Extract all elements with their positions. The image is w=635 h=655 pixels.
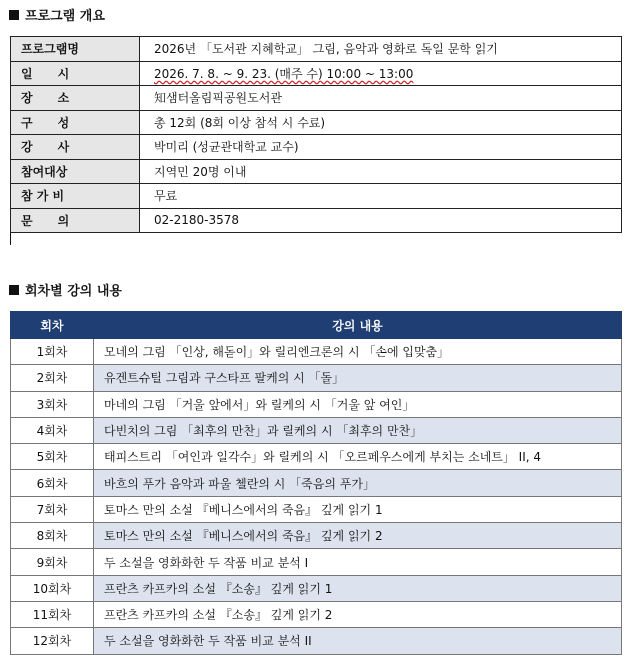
session-number: 1회차 xyxy=(11,339,94,365)
session-number: 9회차 xyxy=(11,549,94,575)
table-header-row xyxy=(11,312,622,339)
session-content: 프란츠 카프카의 소설 『소송』 깊게 읽기 2 xyxy=(94,601,622,627)
table-row xyxy=(11,628,622,654)
session-content: 토마스 만의 소설 『베니스에서의 죽음』 깊게 읽기 1 xyxy=(94,496,622,522)
info-label: 프로그램명 xyxy=(11,37,140,62)
info-value: 지역민 20명 이내 xyxy=(140,159,622,184)
table-row xyxy=(11,549,622,575)
session-number: 10회차 xyxy=(11,575,94,601)
table-row xyxy=(11,365,622,391)
session-number: 11회차 xyxy=(11,601,94,627)
program-overview-table xyxy=(10,36,622,233)
info-value: 2026. 7. 8. ~ 9. 23. (매주 수) 10:00 ~ 13:00 xyxy=(140,61,622,86)
session-content: 프란츠 카프카의 소설 『소송』 깊게 읽기 1 xyxy=(94,575,622,601)
info-row xyxy=(11,208,622,233)
section-heading-overview xyxy=(9,5,105,24)
session-content: 모네의 그림 「인상, 해돋이」와 릴리엔크론의 시 「손에 입맞춤」 xyxy=(94,339,622,365)
section-title: 회차별 강의 내용 xyxy=(25,284,122,299)
table-row xyxy=(11,339,622,365)
info-value: 02-2180-3578 xyxy=(140,208,622,233)
info-row xyxy=(11,159,622,184)
session-number: 7회차 xyxy=(11,496,94,522)
section-heading-lectures xyxy=(9,280,122,299)
column-header-session: 회차 xyxy=(11,312,94,339)
table-row xyxy=(11,470,622,496)
info-value: 총 12회 (8회 이상 참석 시 수료) xyxy=(140,110,622,135)
session-content: 토마스 만의 소설 『베니스에서의 죽음』 깊게 읽기 2 xyxy=(94,523,622,549)
info-row xyxy=(11,61,622,86)
info-value: 知샘터올림픽공원도서관 xyxy=(140,86,622,111)
text-cursor xyxy=(10,233,11,245)
info-label: 구 성 xyxy=(11,110,140,135)
session-content: 두 소설을 영화화한 두 작품 비교 분석 II xyxy=(94,628,622,654)
session-content: 두 소설을 영화화한 두 작품 비교 분석 I xyxy=(94,549,622,575)
session-content: 마네의 그림 「거울 앞에서」와 릴케의 시 「거울 앞 여인」 xyxy=(94,391,622,417)
info-value: 무료 xyxy=(140,184,622,209)
table-row xyxy=(11,391,622,417)
info-row xyxy=(11,135,622,160)
session-number: 6회차 xyxy=(11,470,94,496)
info-row xyxy=(11,184,622,209)
session-number: 5회차 xyxy=(11,444,94,470)
table-row xyxy=(11,417,622,443)
session-number: 12회차 xyxy=(11,628,94,654)
info-row xyxy=(11,37,622,62)
table-row xyxy=(11,496,622,522)
info-label: 문 의 xyxy=(11,208,140,233)
session-content: 바흐의 푸가 음악과 파울 첼란의 시 「죽음의 푸가」 xyxy=(94,470,622,496)
lecture-schedule-table xyxy=(10,311,622,655)
session-content: 다빈치의 그림 「최후의 만찬」과 릴케의 시 「최후의 만찬」 xyxy=(94,417,622,443)
table-row xyxy=(11,523,622,549)
info-row xyxy=(11,110,622,135)
info-value: 2026년 「도서관 지혜학교」 그림, 음악과 영화로 독일 문학 읽기 xyxy=(140,37,622,62)
info-row xyxy=(11,86,622,111)
session-number: 2회차 xyxy=(11,365,94,391)
square-bullet-icon xyxy=(9,285,19,295)
info-label: 일 시 xyxy=(11,61,140,86)
column-header-content: 강의 내용 xyxy=(94,312,622,339)
session-number: 8회차 xyxy=(11,523,94,549)
session-number: 4회차 xyxy=(11,417,94,443)
square-bullet-icon xyxy=(9,10,19,20)
table-row xyxy=(11,444,622,470)
info-label: 참 가 비 xyxy=(11,184,140,209)
info-label: 참여대상 xyxy=(11,159,140,184)
info-value: 박미리 (성균관대학교 교수) xyxy=(140,135,622,160)
table-row xyxy=(11,601,622,627)
info-label: 강 사 xyxy=(11,135,140,160)
session-content: 유겐트슈틸 그림과 구스타프 팔케의 시 「돌」 xyxy=(94,365,622,391)
session-number: 3회차 xyxy=(11,391,94,417)
info-label: 장 소 xyxy=(11,86,140,111)
session-content: 태피스트리 「여인과 일각수」와 릴케의 시 「오르페우스에게 부치는 소네트」 II, 4 xyxy=(94,444,622,470)
section-title: 프로그램 개요 xyxy=(25,9,105,24)
table-row xyxy=(11,575,622,601)
